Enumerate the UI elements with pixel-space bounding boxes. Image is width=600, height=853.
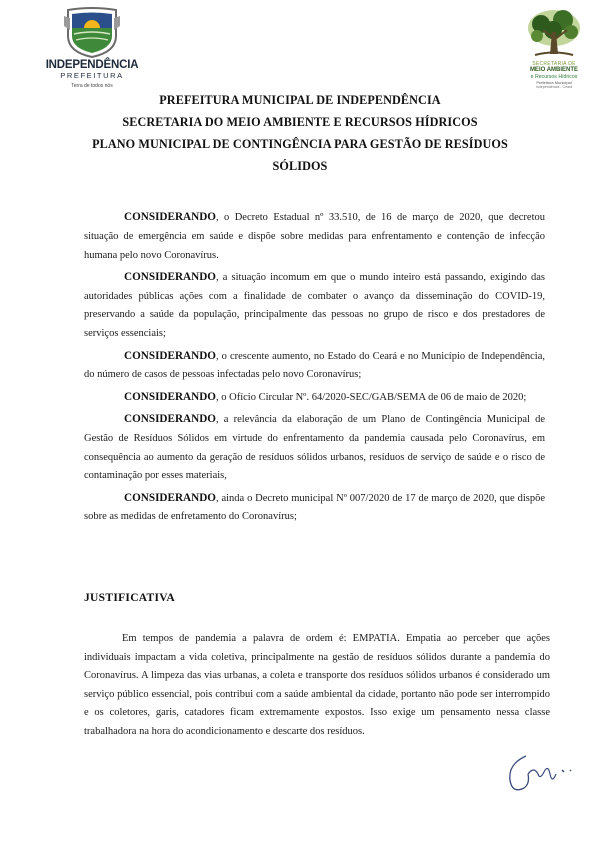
- tree-icon: [523, 8, 585, 60]
- municipal-crest-icon: [62, 6, 122, 58]
- considerando-paragraph: [84, 268, 545, 344]
- considerando-lead: CONSIDERANDO: [124, 211, 216, 223]
- logo-line-1: SECRETARIA DE: [532, 61, 576, 67]
- prefeitura-logo: [42, 6, 142, 96]
- logo-name: INDEPENDÊNCIA: [45, 59, 139, 71]
- document-titles: [60, 89, 540, 177]
- considerando-paragraph: [84, 347, 545, 386]
- logo-subtitle: PREFEITURA: [60, 71, 124, 80]
- considerando-paragraph: [84, 410, 545, 486]
- considerando-lead: CONSIDERANDO: [124, 270, 216, 283]
- logo-slogan: Terra de todos nós: [71, 83, 113, 89]
- considerando-lead: CONSIDERANDO: [124, 412, 216, 425]
- considerando-text: , o crescente aumento, no Estado do Ceará e no Município de Independência, do número de casos de pessoas infectadas pelo novo Coronavírus;: [84, 350, 545, 381]
- considerando-text: , ainda o Decreto municipal Nº 007/2020 de 17 de março de 2020, que dispõe sobre as medidas de enfretamento do Coronavírus;: [84, 492, 545, 523]
- considerando-paragraph: [84, 208, 545, 265]
- justificativa-heading: JUSTIFICATIVA: [84, 592, 176, 604]
- title-line-2: SECRETARIA DO MEIO AMBIENTE E RECURSOS HÍDRICOS: [122, 115, 478, 129]
- considerando-text: , o Ofício Circular Nº. 64/2020-SEC/GAB/SEMA de 06 de maio de 2020;: [216, 391, 527, 403]
- considerando-lead: CONSIDERANDO: [124, 491, 216, 504]
- considerando-paragraph: [84, 388, 545, 408]
- considerando-lead: CONSIDERANDO: [124, 349, 216, 362]
- considerando-lead: CONSIDERANDO: [124, 390, 216, 403]
- logo-line-3: e Recursos Hídricos: [530, 74, 578, 80]
- considerandos-section: [84, 208, 545, 530]
- logo-line-2: MEIO AMBIENTE: [529, 67, 579, 73]
- signature-icon: [500, 744, 590, 800]
- logo-line-5: Independência - Ceará: [535, 85, 573, 89]
- title-line-4: SÓLIDOS: [272, 159, 328, 173]
- considerando-text: , a relevância da elaboração de um Plano de Contingência Municipal de Gestão de Resíduos Sólidos em virtude do enfrentamento da pandemia causada pelo Coronavírus, em consequência ao aumento da geração de resíduos sólidos urbanos, resíduos de serviço de saúde e o risco de contaminação por esses materiais,: [84, 413, 545, 482]
- considerando-text: , a situação incomum em que o mundo inteiro está passando, exigindo das autoridades públicas ações com a finalidade de combater o avanço da disseminação do COVID-19, preservando a saúde da população, principalmente das pessoas no grupo de risco e dos prestadores de serviços essenciais;: [84, 271, 545, 340]
- title-line-1: PREFEITURA MUNICIPAL DE INDEPENDÊNCIA: [159, 93, 441, 107]
- logo-line-4: Prefeitura Municipal: [536, 80, 572, 85]
- considerando-text: , o Decreto Estadual nº 33.510, de 16 de março de 2020, que decretou situação de emergência em saúde e dispõe sobre medidas para enfrentamento e contenção de infecção humana pelo novo Coronavírus.: [84, 212, 545, 261]
- justificativa-paragraph: Em tempos de pandemia a palavra de ordem é: EMPATIA. Empatia ao perceber que ações individuais impactam a vida coletiva, principalmente na gestão de resíduos sólidos durante a pandemia do Coronavírus. A limpeza das vias urbanas, a coleta e transporte dos resíduos sólidos urbanos é considerado um serviço público essencial, pois contribui com a saúde ambiental da cidade, portanto não pode ser interrompido e os coletores, garis, catadores ficam extremamente expostos. Isso exige um pensamento nessa classe trabalhadora na hora do acondicionamento e descarte dos resíduos.: [84, 633, 550, 737]
- title-line-3: PLANO MUNICIPAL DE CONTINGÊNCIA PARA GESTÃO DE RESÍDUOS: [92, 137, 508, 151]
- secretaria-logo: [516, 8, 592, 92]
- considerando-paragraph: [84, 489, 545, 528]
